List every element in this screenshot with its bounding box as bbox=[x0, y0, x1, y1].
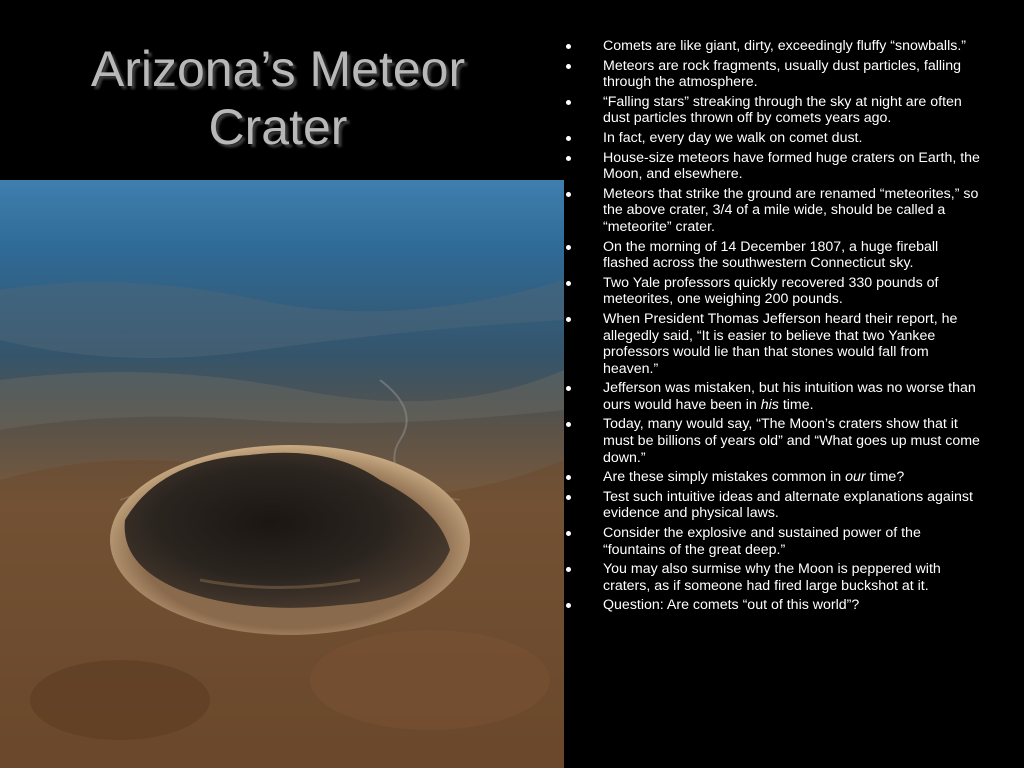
bullet-dot-icon bbox=[566, 100, 571, 105]
bullet-dot-icon bbox=[566, 567, 571, 572]
bullet-text: House-size meteors have formed huge craters on Earth, the Moon, and elsewhere. bbox=[603, 149, 980, 183]
slide-title bbox=[0, 40, 556, 156]
meteor-crater-photo bbox=[0, 180, 564, 768]
slide-title-line-2: Crater bbox=[208, 99, 348, 155]
bullet-text: In fact, every day we walk on comet dust. bbox=[603, 129, 863, 146]
bullet-text: Jefferson was mistaken, but his intuition was no worse than ours would have been in bbox=[603, 380, 976, 413]
bullet-text: Today, many would say, “The Moon’s craters show that it must be billions of years old” and “What goes up must come down.” bbox=[603, 416, 980, 466]
slide-title-line-1: Arizona’s Meteor bbox=[90, 41, 466, 97]
bullet-item bbox=[566, 130, 986, 147]
bullet-item bbox=[566, 597, 986, 614]
bullet-dot-icon bbox=[566, 136, 571, 141]
bullet-text: Two Yale professors quickly recovered 330 pounds of meteorites, one weighing 200 pounds. bbox=[603, 274, 939, 308]
bullet-item bbox=[566, 186, 986, 236]
bullet-text: Comets are like giant, dirty, exceedingly fluffy “snowballs.” bbox=[603, 38, 966, 54]
bullet-text: Are these simply mistakes common in bbox=[603, 469, 846, 486]
bullet-text: time? bbox=[865, 469, 905, 486]
bullet-dot-icon bbox=[566, 44, 571, 49]
bullet-item bbox=[566, 561, 986, 594]
bullet-text: Test such intuitive ideas and alternate explanations against evidence and physical laws. bbox=[603, 488, 973, 522]
bullet-item bbox=[566, 38, 986, 55]
bullet-text: Consider the explosive and sustained power of the “fountains of the great deep.” bbox=[603, 525, 921, 558]
bullet-item bbox=[566, 239, 986, 272]
bullet-dot-icon bbox=[566, 422, 571, 427]
bullet-item bbox=[566, 525, 986, 558]
bullet-dot-icon bbox=[566, 245, 571, 250]
bullet-item bbox=[566, 275, 986, 308]
bullet-emphasis: our bbox=[845, 469, 866, 486]
bullet-item bbox=[566, 489, 986, 522]
bullet-text: You may also surmise why the Moon is peppered with craters, as if someone had fired large buckshot at it. bbox=[603, 561, 941, 594]
bullet-text: “Falling stars” streaking through the sky at night are often dust particles thrown off by comets years ago. bbox=[603, 93, 962, 127]
bullet-text: Question: Are comets “out of this world”? bbox=[603, 597, 860, 614]
bullet-item bbox=[566, 58, 986, 91]
bullet-item bbox=[566, 469, 986, 486]
bullet-dot-icon bbox=[566, 64, 571, 69]
bullet-item bbox=[566, 416, 986, 466]
bullet-text: Meteors that strike the ground are renamed “meteorites,” so the above crater, 3/4 of a mile wide, should be called a “meteorite” crater. bbox=[603, 185, 979, 235]
bullet-list bbox=[566, 38, 986, 617]
bullet-dot-icon bbox=[566, 603, 571, 608]
bullet-item bbox=[566, 150, 986, 183]
bullet-dot-icon bbox=[566, 531, 571, 536]
bullet-dot-icon bbox=[566, 192, 571, 197]
bullet-dot-icon bbox=[566, 386, 571, 391]
bullet-dot-icon bbox=[566, 281, 571, 286]
bullet-dot-icon bbox=[566, 495, 571, 500]
bullet-item bbox=[566, 94, 986, 127]
bullet-item bbox=[566, 311, 986, 377]
bullet-text: time. bbox=[778, 396, 814, 413]
bullet-text: When President Thomas Jefferson heard their report, he allegedly said, “It is easier to believe that two Yankee professors would lie than that stones would fall from heaven.” bbox=[603, 310, 958, 377]
bullet-dot-icon bbox=[566, 156, 571, 161]
bullet-dot-icon bbox=[566, 317, 571, 322]
bullet-text: On the morning of 14 December 1807, a huge fireball flashed across the southwestern Connecticut sky. bbox=[603, 238, 939, 272]
bullet-text: Meteors are rock fragments, usually dust particles, falling through the atmosphere. bbox=[603, 57, 961, 91]
bullet-emphasis: his bbox=[760, 396, 779, 413]
bullet-dot-icon bbox=[566, 475, 571, 480]
bullet-item bbox=[566, 380, 986, 413]
